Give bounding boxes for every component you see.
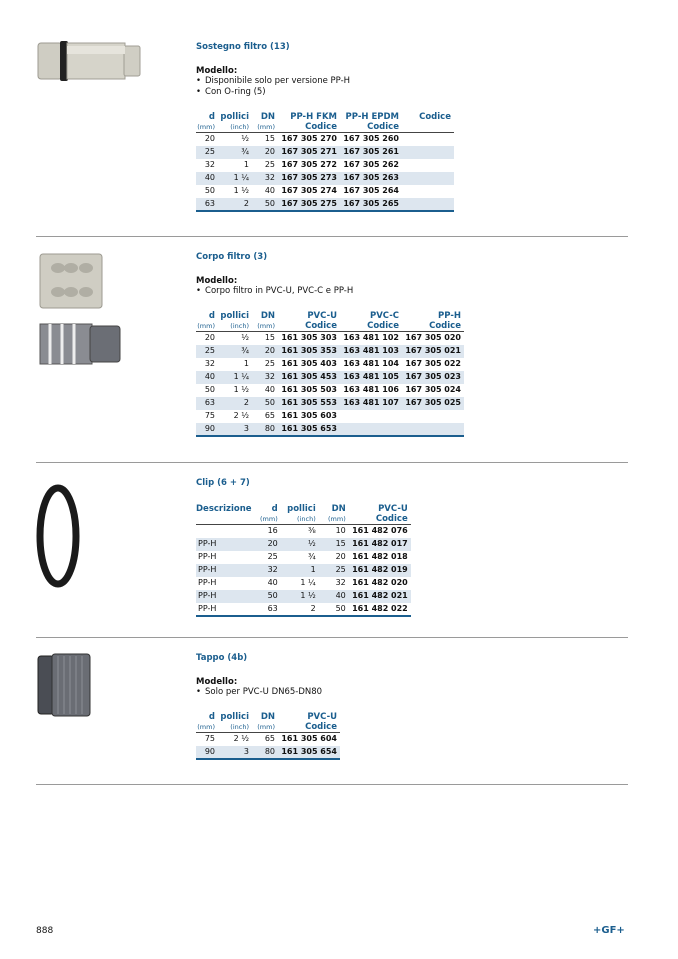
table-cell: 161 482 022 — [349, 603, 411, 616]
column-header-label: Codice — [419, 112, 451, 122]
table-row — [196, 423, 464, 436]
section-filter-support — [196, 42, 454, 212]
table-row — [196, 410, 464, 423]
table-cell: 1 ½ — [233, 385, 249, 394]
table-cell — [340, 423, 402, 436]
table-row — [196, 384, 464, 397]
column-header-unit: (mm) — [257, 322, 275, 330]
column-header-label: DN — [260, 112, 275, 122]
column-header — [252, 311, 278, 332]
table-cell: 32 — [252, 371, 278, 384]
column-header — [218, 311, 252, 332]
table-cell: 25 — [267, 552, 278, 561]
table-cell: 163 481 103 — [340, 345, 402, 358]
column-header — [281, 504, 319, 525]
table-row — [196, 746, 340, 759]
column-header-unit — [402, 122, 451, 132]
column-header — [340, 112, 402, 133]
table-cell: 50 — [252, 397, 278, 410]
table-cell: 65 — [264, 734, 275, 744]
table-cell: 50 — [260, 590, 281, 603]
table-cell: 1 ¼ — [300, 578, 316, 587]
table-cell: 167 305 275 — [278, 198, 340, 211]
table-cell: 90 — [196, 746, 218, 759]
table-row — [196, 371, 464, 384]
table-cell: 75 — [204, 734, 215, 744]
table-cell: 40 — [196, 172, 218, 185]
column-header-label: PVC-C — [369, 311, 399, 321]
table-cell: 167 305 021 — [402, 345, 464, 358]
table-cell: 75 — [204, 411, 215, 420]
table-cell: 161 305 503 — [281, 385, 337, 394]
column-header-unit: (mm) — [257, 123, 275, 131]
table-cell: 167 305 262 — [343, 160, 399, 169]
table-cell: 2 — [218, 198, 252, 211]
product-table — [196, 504, 411, 617]
column-header-label: PP-H EPDM — [345, 112, 399, 122]
table-row — [196, 146, 454, 159]
table-cell: 161 305 353 — [278, 345, 340, 358]
column-header-unit: Codice — [305, 722, 337, 732]
table-cell: ¾ — [218, 146, 252, 159]
column-header-label: d — [208, 712, 215, 722]
table-cell: 163 481 107 — [340, 397, 402, 410]
table-cell — [196, 525, 260, 538]
table-row — [196, 133, 454, 146]
column-header-label: PVC-U — [378, 504, 408, 514]
table-cell: 163 481 105 — [340, 371, 402, 384]
table-cell: 63 — [196, 198, 218, 211]
column-header-unit: (mm) — [260, 515, 278, 523]
table-cell: 20 — [252, 345, 278, 358]
table-cell: 1 ¼ — [218, 172, 252, 185]
column-header-unit: Codice — [305, 122, 337, 132]
table-row — [196, 551, 411, 564]
table-cell: 1 ½ — [233, 186, 249, 195]
column-header-unit: (inch) — [230, 123, 249, 131]
table-row — [196, 332, 464, 345]
table-cell: 16 — [267, 526, 278, 536]
table-cell: 20 — [260, 538, 281, 551]
table-cell: 163 481 106 — [343, 385, 399, 394]
table-cell: PP-H — [196, 603, 260, 616]
table-cell: 15 — [319, 538, 349, 551]
table-cell: 1 ½ — [281, 590, 319, 603]
column-header — [196, 712, 218, 733]
table-row — [196, 525, 411, 538]
table-cell: 32 — [252, 172, 278, 185]
table-cell: 1 — [243, 160, 249, 169]
column-header — [349, 504, 411, 525]
table-cell: 161 305 604 — [281, 734, 337, 744]
model-bullets — [196, 76, 454, 98]
column-header-label: DN — [331, 504, 346, 514]
table-cell — [402, 423, 464, 436]
column-header-label: PVC-U — [307, 712, 337, 722]
section-divider — [36, 784, 628, 785]
gf-logo: +GF+ — [593, 925, 625, 936]
column-header-label: d — [271, 504, 278, 514]
table-row — [196, 397, 464, 410]
table-cell: ¾ — [307, 552, 316, 561]
table-cell: 163 481 104 — [343, 359, 399, 368]
table-cell: 2 — [218, 397, 252, 410]
table-cell: 2 — [281, 603, 319, 616]
table-cell: 50 — [319, 603, 349, 616]
table-cell: ⅜ — [307, 526, 316, 536]
table-cell: ¾ — [218, 345, 252, 358]
table-cell: 167 305 023 — [402, 371, 464, 384]
column-header-unit: (mm) — [328, 515, 346, 523]
table-cell — [402, 159, 454, 172]
table-cell: PP-H — [198, 578, 217, 587]
bullet-item: • Con O-ring (5) — [196, 87, 454, 98]
table-cell: 3 — [218, 423, 252, 436]
table-cell: PP-H — [196, 590, 260, 603]
table-cell: 20 — [204, 333, 215, 343]
table-cell: 15 — [264, 333, 275, 343]
table-cell: 2 ½ — [233, 734, 249, 744]
table-cell: 50 — [204, 186, 215, 195]
table-cell: 1 ¼ — [218, 371, 252, 384]
section-divider — [36, 236, 628, 237]
table-cell: 63 — [196, 397, 218, 410]
table-cell: 167 305 024 — [405, 385, 461, 394]
column-header — [196, 311, 218, 332]
table-cell: 25 — [319, 564, 349, 577]
table-row — [196, 590, 411, 603]
table-cell: 25 — [196, 146, 218, 159]
table-cell: 50 — [204, 385, 215, 394]
table-row — [196, 198, 454, 211]
table-cell: 63 — [260, 603, 281, 616]
column-header-unit: (mm) — [197, 723, 215, 731]
model-bullets — [196, 687, 340, 698]
table-cell: 25 — [264, 160, 275, 169]
column-header-unit: (mm) — [197, 322, 215, 330]
column-header-unit — [196, 514, 257, 524]
table-cell: 15 — [264, 134, 275, 144]
table-cell: 163 481 102 — [343, 333, 399, 343]
column-header-unit: Codice — [375, 514, 408, 524]
column-header-label: Descrizione — [196, 504, 252, 514]
table-cell: 161 305 453 — [278, 371, 340, 384]
table-cell: 167 305 271 — [278, 146, 340, 159]
column-header-unit: Codice — [429, 321, 461, 331]
table-cell: 167 305 264 — [343, 186, 399, 195]
table-cell: 65 — [264, 411, 275, 420]
table-row — [196, 733, 340, 746]
table-cell — [402, 198, 454, 211]
column-header-label: PP-H — [438, 311, 461, 321]
table-cell: 161 482 019 — [349, 564, 411, 577]
column-header — [340, 311, 402, 332]
table-cell: 20 — [252, 146, 278, 159]
table-cell: 80 — [252, 746, 278, 759]
table-cell: 90 — [196, 423, 218, 436]
table-cell: 40 — [196, 371, 218, 384]
section-title: Tappo (4b) — [196, 653, 248, 663]
table-cell — [340, 410, 402, 423]
table-cell: 161 305 403 — [281, 359, 337, 368]
column-header-label: pollici — [220, 311, 249, 321]
page-number: 888 — [36, 926, 54, 936]
column-header-unit: (inch) — [230, 322, 249, 330]
column-header — [218, 712, 252, 733]
table-cell: 167 305 273 — [278, 172, 340, 185]
column-header-unit: (inch) — [297, 515, 316, 523]
model-heading: Modello: — [196, 276, 238, 286]
table-cell: 32 — [335, 578, 346, 587]
table-row — [196, 603, 411, 616]
table-row — [196, 358, 464, 371]
filter-body-image — [36, 252, 132, 376]
model-bullets — [196, 286, 464, 297]
model-heading: Modello: — [196, 677, 238, 687]
table-cell: PP-H — [196, 538, 260, 551]
table-cell: 161 305 653 — [278, 423, 340, 436]
section-divider — [36, 462, 628, 463]
column-header-unit: (mm) — [257, 723, 275, 731]
table-cell: 20 — [335, 552, 346, 561]
table-cell: 167 305 022 — [405, 359, 461, 368]
section-title: Corpo filtro (3) — [196, 252, 268, 262]
column-header-label: PVC-U — [307, 311, 337, 321]
column-header — [278, 712, 340, 733]
section-title: Clip (6 + 7) — [196, 478, 250, 488]
table-cell: 50 — [252, 198, 278, 211]
column-header — [260, 504, 281, 525]
table-cell: 161 305 553 — [278, 397, 340, 410]
table-cell: 167 305 270 — [281, 134, 337, 144]
table-cell: PP-H — [198, 552, 217, 561]
table-cell: 1 — [281, 564, 319, 577]
filter-support-image — [36, 38, 146, 88]
table-cell: 2 ½ — [233, 411, 249, 420]
table-cell: 161 305 603 — [281, 411, 337, 420]
table-cell: 40 — [267, 578, 278, 587]
section-cap — [196, 653, 340, 760]
table-cell: ½ — [281, 538, 319, 551]
table-cell: 32 — [204, 359, 215, 368]
table-row — [196, 185, 454, 198]
table-cell: 161 482 076 — [352, 526, 408, 536]
column-header-unit: Codice — [305, 321, 337, 331]
column-header-unit: Codice — [367, 321, 399, 331]
table-cell — [402, 185, 454, 198]
table-cell: 20 — [204, 134, 215, 144]
section-divider — [36, 637, 628, 638]
table-cell: 167 305 272 — [281, 160, 337, 169]
column-header — [252, 712, 278, 733]
table-cell — [402, 133, 454, 146]
section-filter-body — [196, 252, 464, 437]
column-header — [196, 112, 218, 133]
table-cell: 167 305 265 — [340, 198, 402, 211]
column-header-label: d — [208, 311, 215, 321]
column-header — [252, 112, 278, 133]
product-table — [196, 112, 454, 212]
column-header-label: pollici — [220, 712, 249, 722]
column-header-unit: (inch) — [230, 723, 249, 731]
column-header-label: pollici — [287, 504, 316, 514]
table-cell: 161 482 021 — [349, 590, 411, 603]
column-header — [196, 504, 260, 525]
table-cell: 25 — [196, 345, 218, 358]
table-cell: 25 — [264, 359, 275, 368]
table-cell: 1 — [243, 359, 249, 368]
column-header-label: pollici — [220, 112, 249, 122]
column-header-label: PP-H FKM — [290, 112, 337, 122]
table-cell: 161 482 020 — [352, 578, 408, 587]
section-clip — [196, 478, 411, 617]
table-cell: 32 — [204, 160, 215, 169]
table-cell: ½ — [241, 333, 249, 343]
table-cell: 161 482 018 — [352, 552, 408, 561]
column-header-unit: Codice — [367, 122, 399, 132]
table-cell: 167 305 020 — [405, 333, 461, 343]
bullet-item: • Disponibile solo per versione PP-H — [196, 76, 454, 87]
table-row — [196, 172, 454, 185]
table-cell: 167 305 263 — [340, 172, 402, 185]
table-cell: 40 — [319, 590, 349, 603]
table-cell: 167 305 260 — [343, 134, 399, 144]
table-cell — [402, 146, 454, 159]
model-heading: Modello: — [196, 66, 238, 76]
cap-image — [36, 652, 96, 722]
product-table — [196, 311, 464, 437]
table-cell: 10 — [335, 526, 346, 536]
table-cell: 161 305 654 — [278, 746, 340, 759]
table-row — [196, 538, 411, 551]
table-row — [196, 564, 411, 577]
column-header-unit: (mm) — [197, 123, 215, 131]
table-cell: PP-H — [196, 564, 260, 577]
section-title: Sostegno filtro (13) — [196, 42, 290, 52]
table-row — [196, 345, 464, 358]
table-cell: 40 — [264, 385, 275, 394]
column-header — [278, 112, 340, 133]
clip-ring-image — [36, 484, 80, 592]
table-cell: 40 — [264, 186, 275, 195]
table-cell: 32 — [260, 564, 281, 577]
bullet-item: • Corpo filtro in PVC-U, PVC-C e PP-H — [196, 286, 464, 297]
table-cell: 167 305 261 — [340, 146, 402, 159]
table-cell: 80 — [252, 423, 278, 436]
table-cell: 161 482 017 — [349, 538, 411, 551]
column-header-label: DN — [260, 712, 275, 722]
column-header — [218, 112, 252, 133]
table-cell: 167 305 274 — [281, 186, 337, 195]
bullet-item: • Solo per PVC-U DN65-DN80 — [196, 687, 340, 698]
column-header — [319, 504, 349, 525]
table-cell: 167 305 025 — [402, 397, 464, 410]
table-cell — [402, 172, 454, 185]
product-table — [196, 712, 340, 760]
table-cell: 161 305 303 — [281, 333, 337, 343]
table-cell: ½ — [241, 134, 249, 144]
column-header — [402, 112, 454, 133]
table-row — [196, 159, 454, 172]
column-header — [278, 311, 340, 332]
table-row — [196, 577, 411, 590]
table-cell — [402, 410, 464, 423]
column-header — [402, 311, 464, 332]
table-cell: 3 — [218, 746, 252, 759]
column-header-label: DN — [260, 311, 275, 321]
column-header-label: d — [208, 112, 215, 122]
